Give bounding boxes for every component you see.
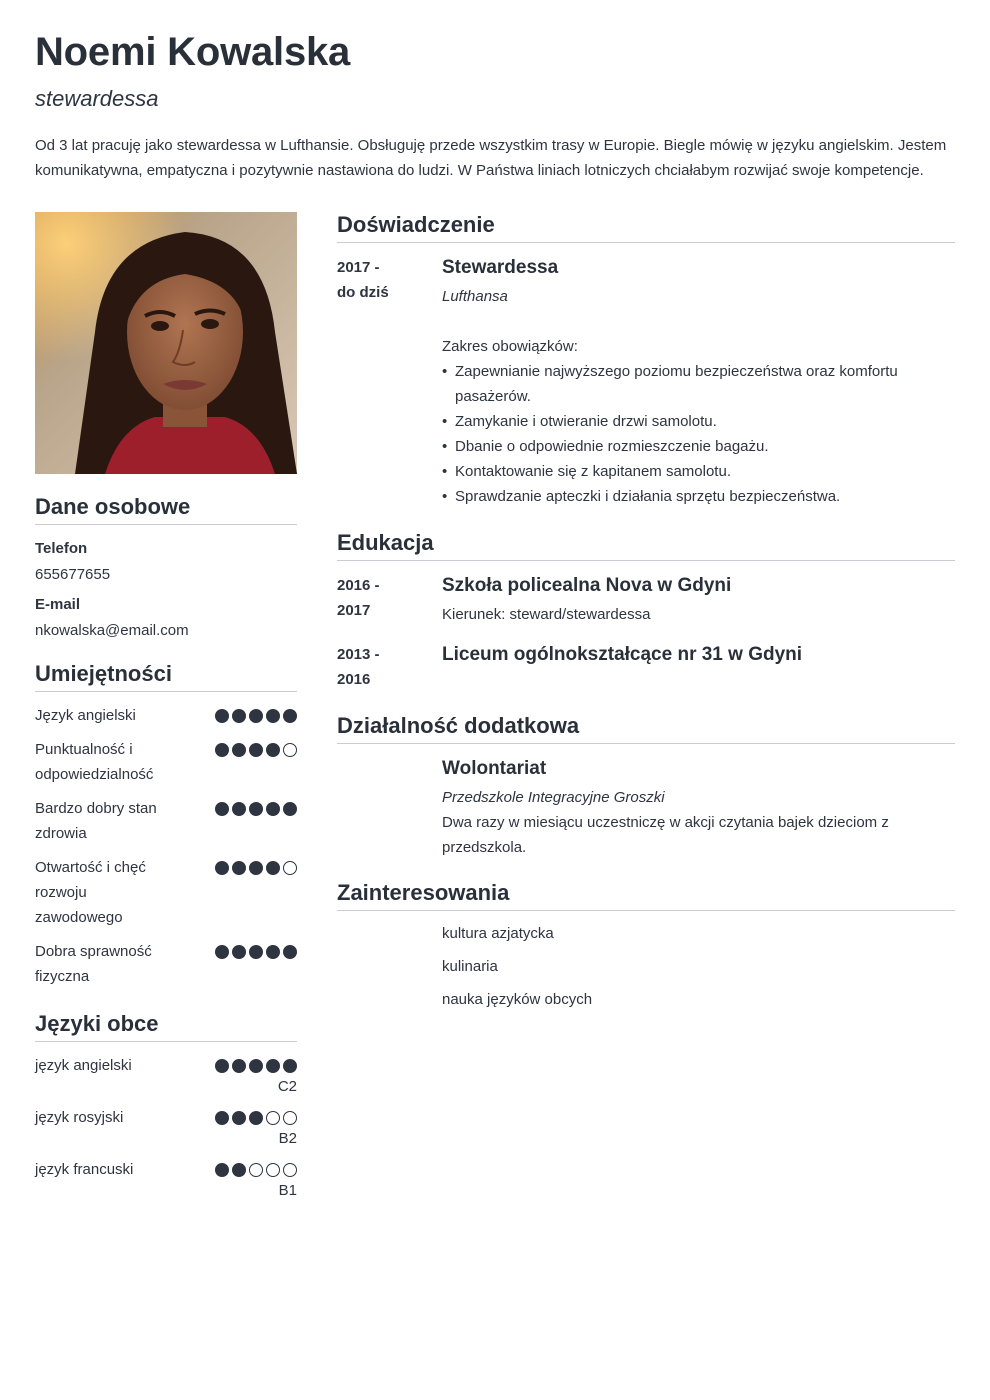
date-end: 2017 [337,602,371,619]
duties-list [442,359,955,509]
rating-dot-filled [232,1059,246,1073]
rating-dot-empty [283,1163,297,1177]
duty-item: • Zapewnianie najwyższego poziomu bezpieczeństwa oraz komfortu pasażerów. [442,359,955,409]
date-end: do dziś [337,284,389,301]
skills-heading: Umiejętności [35,661,297,692]
rating-dot-filled [283,709,297,723]
languages-list [35,1053,297,1201]
experience-company: Lufthansa [442,288,508,305]
phone-label: Telefon [35,540,88,557]
rating-dot-filled [266,743,280,757]
rating-dot-filled [249,802,263,816]
skill-rating [215,796,297,816]
education-entry [337,573,955,627]
experience-entry [337,255,955,509]
skill-rating [215,939,297,959]
language-rating [215,1157,297,1177]
rating-dot-filled [266,709,280,723]
languages-heading: Języki obce [35,1011,297,1042]
date-start: 2016 - [337,577,380,594]
rating-dot-filled [232,861,246,875]
rating-dot-filled [215,1111,229,1125]
profile-summary: Od 3 lat pracuję jako stewardessa w Lufthansie. Obsługuję przede wszystkim trasy w Europie. Biegle mówię w języku angielskim. Jestem komunikatywna, empatyczna i pozytywnie nastawiona do ludzi. W Państwa liniach lotniczych chciałabym rozwijać swoje kompetencje. [35,137,947,179]
duty-item: • Dbanie o odpowiednie rozmieszczenie bagażu. [442,434,955,459]
rating-dot-filled [215,743,229,757]
rating-dot-filled [283,802,297,816]
rating-dot-empty [266,1111,280,1125]
skill-name: Otwartość i chęć rozwoju zawodowego [35,859,146,926]
language-row [35,1157,297,1201]
rating-dot-empty [266,1163,280,1177]
skill-name: Język angielski [35,707,136,724]
email-value: nkowalska@email.com [35,622,189,639]
rating-dot-filled [215,709,229,723]
rating-dot-filled [215,1163,229,1177]
school-detail: Kierunek: steward/stewardessa [442,606,651,623]
rating-dot-filled [232,743,246,757]
skill-row [35,796,297,846]
duty-item: • Kontaktowanie się z kapitanem samolotu. [442,459,955,484]
activity-entry [337,756,955,860]
skill-name: Punktualność i odpowiedzialność [35,741,154,783]
skill-row [35,939,297,989]
rating-dot-filled [232,709,246,723]
language-level: C2 [277,1078,297,1095]
rating-dot-filled [215,1059,229,1073]
rating-dot-filled [283,945,297,959]
skill-name: Dobra sprawność fizyczna [35,943,152,985]
language-row [35,1105,297,1149]
interests-heading: Zainteresowania [337,880,955,911]
activities-heading: Działalność dodatkowa [337,713,955,744]
left-column [35,212,297,1201]
rating-dot-filled [283,1059,297,1073]
date-start: 2017 - [337,259,380,276]
duties-label: Zakres obowiązków: [442,338,578,355]
language-name: język francuski [35,1161,134,1178]
language-level: B1 [278,1182,297,1199]
language-name: język rosyjski [35,1109,124,1126]
rating-dot-filled [232,1111,246,1125]
rating-dot-filled [249,1111,263,1125]
rating-dot-filled [249,743,263,757]
language-name: język angielski [35,1057,132,1074]
education-heading: Edukacja [337,530,955,561]
education-dates [337,573,442,627]
rating-dot-filled [232,802,246,816]
school-name: Liceum ogólnokształcące nr 31 w Gdyni [442,644,803,665]
skill-row [35,703,297,728]
language-rating [215,1053,297,1073]
skill-name: Bardzo dobry stan zdrowia [35,800,157,842]
activity-title: Wolontariat [442,758,547,779]
activity-organization: Przedszkole Integracyjne Groszki [442,789,665,806]
rating-dot-empty [283,1111,297,1125]
activity-description: Dwa razy w miesiącu uczestniczę w akcji czytania bajek dzieciom z przedszkola. [442,814,889,856]
interest-item: kultura azjatycka [442,925,554,942]
rating-dot-filled [266,802,280,816]
education-dates [337,642,442,692]
rating-dot-filled [266,945,280,959]
candidate-name: Noemi Kowalska [35,30,351,74]
personal-data-heading: Dane osobowe [35,494,297,525]
date-start: 2013 - [337,646,380,663]
phone-value: 655677655 [35,566,111,583]
interests-list [337,921,955,1012]
duty-item: • Sprawdzanie apteczki i działania sprzętu bezpieczeństwa. [442,484,955,509]
email-label: E-mail [35,596,81,613]
profile-photo [35,212,297,474]
rating-dot-empty [249,1163,263,1177]
rating-dot-filled [266,861,280,875]
skill-row [35,737,297,787]
skill-rating [215,703,297,723]
experience-title: Stewardessa [442,257,559,278]
school-name: Szkoła policealna Nova w Gdyni [442,575,732,596]
experience-heading: Doświadczenie [337,212,955,243]
rating-dot-filled [249,945,263,959]
skills-list [35,703,297,989]
rating-dot-filled [215,861,229,875]
interest-item: nauka języków obcych [442,991,593,1008]
rating-dot-filled [232,945,246,959]
rating-dot-filled [249,861,263,875]
experience-dates [337,255,442,509]
interest-item: kulinaria [442,958,498,975]
job-title: stewardessa [35,86,159,111]
right-column [337,212,955,1012]
rating-dot-filled [215,945,229,959]
skill-rating [215,855,297,875]
rating-dot-filled [232,1163,246,1177]
skill-row [35,855,297,930]
language-row [35,1053,297,1097]
rating-dot-empty [283,861,297,875]
date-end: 2016 [337,671,371,688]
rating-dot-filled [266,1059,280,1073]
rating-dot-filled [215,802,229,816]
rating-dot-empty [283,743,297,757]
duty-item: • Zamykanie i otwieranie drzwi samolotu. [442,409,955,434]
rating-dot-filled [249,1059,263,1073]
rating-dot-filled [249,709,263,723]
language-level: B2 [278,1130,297,1147]
language-rating [215,1105,297,1125]
education-entry [337,642,955,692]
skill-rating [215,737,297,757]
